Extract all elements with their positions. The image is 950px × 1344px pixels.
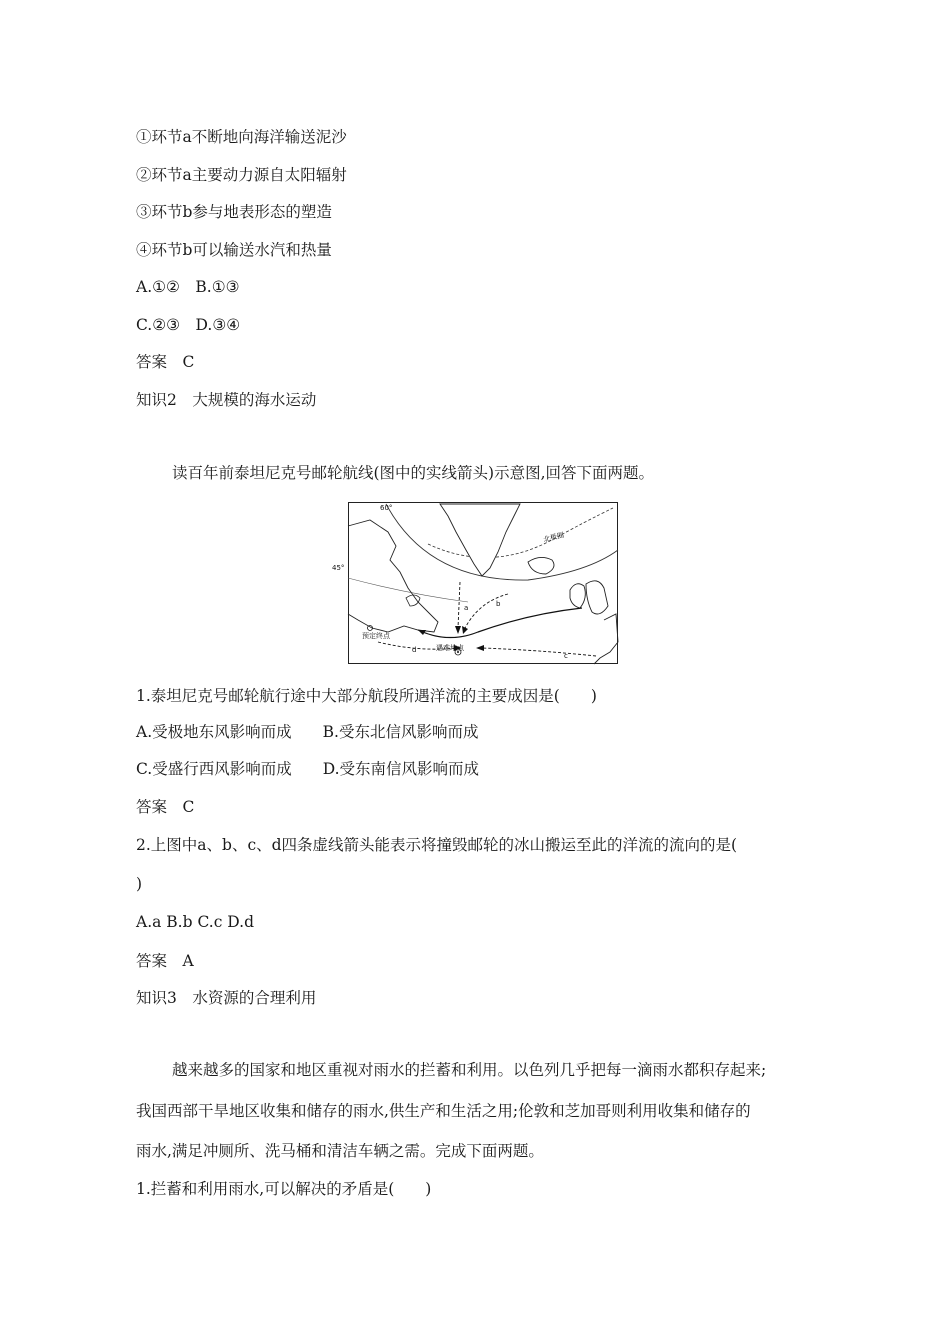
- line-option-2: ②环节a主要动力源自太阳辐射: [136, 166, 347, 184]
- arrow-d-label: d: [412, 646, 417, 654]
- paragraph-line-3: 雨水,满足冲厕所、洗马桶和清洁车辆之需。完成下面两题。: [136, 1142, 544, 1160]
- question-1: 1.泰坦尼克号邮轮航行途中大部分航段所遇洋流的主要成因是( ): [136, 687, 597, 705]
- lat-45-label: 45°: [332, 564, 345, 572]
- section-heading-2: 知识2 大规模的海水运动: [136, 391, 317, 409]
- q1-choices-cd: C.受盛行西风影响而成 D.受东南信风影响而成: [136, 760, 480, 778]
- answer-1: 答案 C: [136, 353, 195, 371]
- choices-ab: A.①② B.①③: [136, 278, 240, 296]
- answer-q2: 答案 A: [136, 952, 194, 970]
- question-3-1: 1.拦蓄和利用雨水,可以解决的矛盾是( ): [136, 1180, 432, 1198]
- question-2-cont: ): [136, 875, 143, 893]
- line-option-1: ①环节a不断地向海洋输送泥沙: [136, 128, 347, 146]
- line-option-4: ④环节b可以输送水汽和热量: [136, 241, 332, 259]
- intro-paragraph: 读百年前泰坦尼克号邮轮航线(图中的实线箭头)示意图,回答下面两题。: [172, 464, 655, 482]
- answer-q1: 答案 C: [136, 798, 195, 816]
- paragraph-line-2: 我国西部干旱地区收集和储存的雨水,供生产和生活之用;伦敦和芝加哥则利用收集和储存的: [136, 1102, 751, 1120]
- lat-60-label: 60°: [380, 504, 393, 512]
- section-heading-3: 知识3 水资源的合理利用: [136, 989, 317, 1007]
- sinking-site-label: 遇难地点: [436, 644, 464, 652]
- destination-label: 预定终点: [362, 632, 390, 640]
- paragraph-line-1: 越来越多的国家和地区重视对雨水的拦蓄和利用。以色列几乎把每一滴雨水都积存起来;: [172, 1061, 767, 1079]
- q1-choices-ab: A.受极地东风影响而成 B.受东北信风影响而成: [136, 723, 479, 741]
- arrow-b-label: b: [496, 600, 501, 608]
- titanic-route-map: [332, 502, 618, 664]
- q2-choices: A.a B.b C.c D.d: [136, 913, 255, 931]
- arctic-circle-label: 北极圈: [542, 531, 565, 544]
- arrow-a-label: a: [464, 604, 469, 612]
- choices-cd: C.②③ D.③④: [136, 316, 241, 334]
- question-2: 2.上图中a、b、c、d四条虚线箭头能表示将撞毁邮轮的冰山搬运至此的洋流的流向的是(: [136, 836, 738, 854]
- arrow-c-label: c: [564, 652, 568, 660]
- line-option-3: ③环节b参与地表形态的塑造: [136, 203, 332, 221]
